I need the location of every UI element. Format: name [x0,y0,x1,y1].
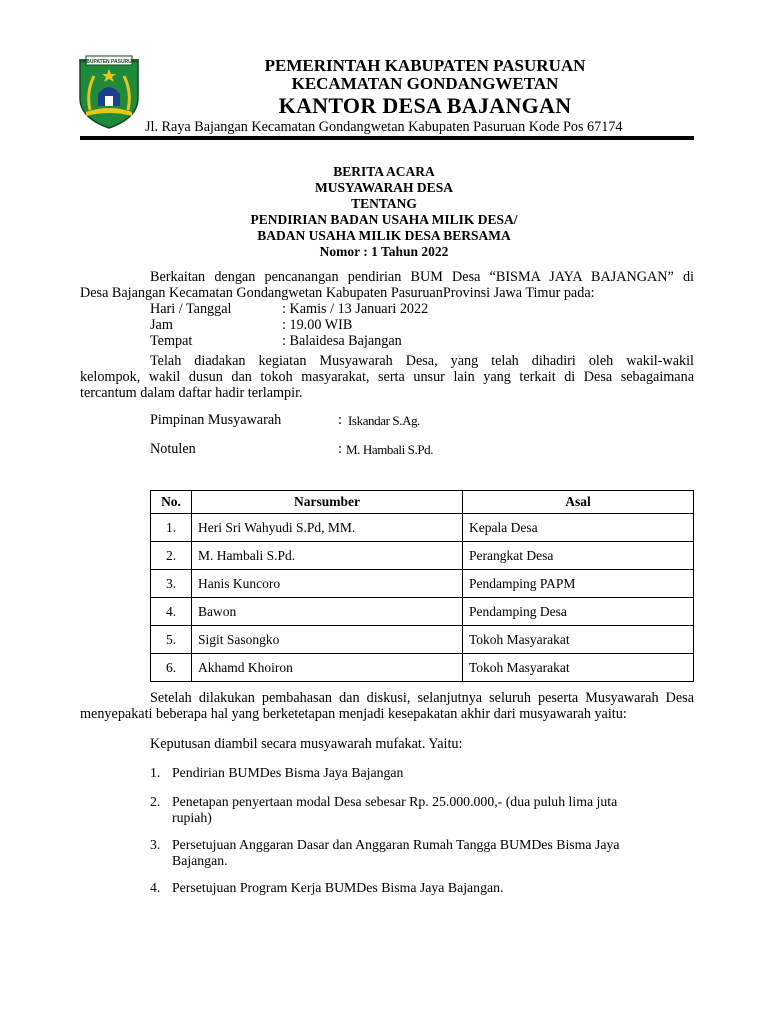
conclusion-line: Setelah dilakukan pembahasan dan diskusi, selanjutnya seluruh peserta Musyawarah Desa [150,690,694,706]
decision-text-line: Bajangan. [172,853,228,868]
decision-number: 4. [150,880,161,895]
column-header-no: No. [151,491,192,514]
row-number: 5. [151,626,192,654]
decision-text [172,880,672,896]
row-number: 3. [151,570,192,598]
schedule-value: : Kamis / 13 Januari 2022 [282,301,429,317]
schedule-label: Tempat [150,333,193,349]
row-number: 1. [151,514,192,542]
schedule-label: Jam [150,317,173,333]
official-label: Notulen [150,441,196,457]
table-row [151,542,694,570]
row-asal: Tokoh Masyarakat [463,654,694,682]
row-asal: Kepala Desa [463,514,694,542]
row-asal: Pendamping PAPM [463,570,694,598]
letterhead-divider [80,136,694,140]
row-narsumber: Heri Sri Wahyudi S.Pd, MM. [192,514,463,542]
emblem-banner-text: KABUPATEN PASURUAN [79,59,139,65]
row-asal: Pendamping Desa [463,598,694,626]
decision-text-line: Persetujuan Anggaran Dasar dan Anggaran Rumah Tangga BUMDes Bisma Jaya [172,837,620,852]
document-number: Nomor : 1 Tahun 2022 [319,244,449,259]
schedule-label: Hari / Tanggal [150,301,232,317]
official-name: Iskandar S.Ag. [348,413,421,428]
row-number: 6. [151,654,192,682]
official-name: M. Hambali S.Pd. [346,442,434,457]
meeting-note-line: Telah diadakan kegiatan Musyawarah Desa, yang telah dihadiri oleh wakil-wakil [150,353,694,369]
intro-line: Desa Bajangan Kecamatan Gondangwetan Kabupaten PasuruanProvinsi Jawa Timur pada: [80,285,595,301]
row-narsumber: Sigit Sasongko [192,626,463,654]
title-line: PENDIRIAN BADAN USAHA MILIK DESA/ [250,212,518,227]
decision-text [172,837,672,869]
title-line: BADAN USAHA MILIK DESA BERSAMA [257,228,511,243]
table-row [151,514,694,542]
decision-text-line: Persetujuan Program Kerja BUMDes Bisma Jaya Bajangan. [172,880,504,895]
official-label: Pimpinan Musyawarah [150,412,282,428]
decision-number: 2. [150,794,161,809]
meeting-note-line: kelompok, wakil dusun dan tokoh masyarakat, serta unsur lain yang terkait di Desa sebagaimana [80,369,694,385]
meeting-note-line: tercantum dalam daftar hadir terlampir. [80,385,303,401]
table-row [151,598,694,626]
letterhead-address: Jl. Raya Bajangan Kecamatan Gondangwetan Kabupaten Pasuruan Kode Pos 67174 [145,119,623,135]
table-row [151,654,694,682]
column-header-asal: Asal [463,491,694,514]
decision-text [172,765,672,781]
table-header-row [151,491,694,514]
decision-intro: Keputusan diambil secara musyawarah mufakat. Yaitu: [150,736,463,752]
official-colon: : [338,441,342,457]
decision-text-line: Penetapan penyertaan modal Desa sebesar Rp. 25.000.000,- (dua puluh lima juta [172,794,618,809]
row-number: 2. [151,542,192,570]
conclusion-line: menyepakati beberapa hal yang berketetapan menjadi kesepakatan akhir dari musyawarah yaitu: [80,706,627,722]
document-title [0,164,768,260]
decision-number: 3. [150,837,161,852]
letterhead-district: KECAMATAN GONDANGWETAN [291,74,559,93]
letterhead-office: KANTOR DESA BAJANGAN [278,93,572,118]
schedule-value: : Balaidesa Bajangan [282,333,402,349]
title-line: BERITA ACARA [333,164,435,179]
column-header-narsumber: Narsumber [192,491,463,514]
decision-text [172,794,672,826]
participants-table [150,490,694,682]
table-row [151,570,694,598]
kabupaten-pasuruan-emblem [76,54,142,130]
schedule-value: : 19.00 WIB [282,317,353,333]
row-narsumber: Akhamd Khoiron [192,654,463,682]
letterhead-government: PEMERINTAH KABUPATEN PASURUAN [264,56,586,75]
row-asal: Perangkat Desa [463,542,694,570]
intro-line: Berkaitan dengan pencanangan pendirian BUM Desa “BISMA JAYA BAJANGAN” di [150,269,694,285]
decision-text-line: Pendirian BUMDes Bisma Jaya Bajangan [172,765,404,780]
row-narsumber: M. Hambali S.Pd. [192,542,463,570]
title-line: TENTANG [351,196,417,211]
row-asal: Tokoh Masyarakat [463,626,694,654]
decision-text-line: rupiah) [172,810,212,825]
decision-number: 1. [150,765,161,780]
official-colon: : [338,412,342,428]
title-line: MUSYAWARAH DESA [315,180,453,195]
table-row [151,626,694,654]
row-number: 4. [151,598,192,626]
row-narsumber: Hanis Kuncoro [192,570,463,598]
row-narsumber: Bawon [192,598,463,626]
